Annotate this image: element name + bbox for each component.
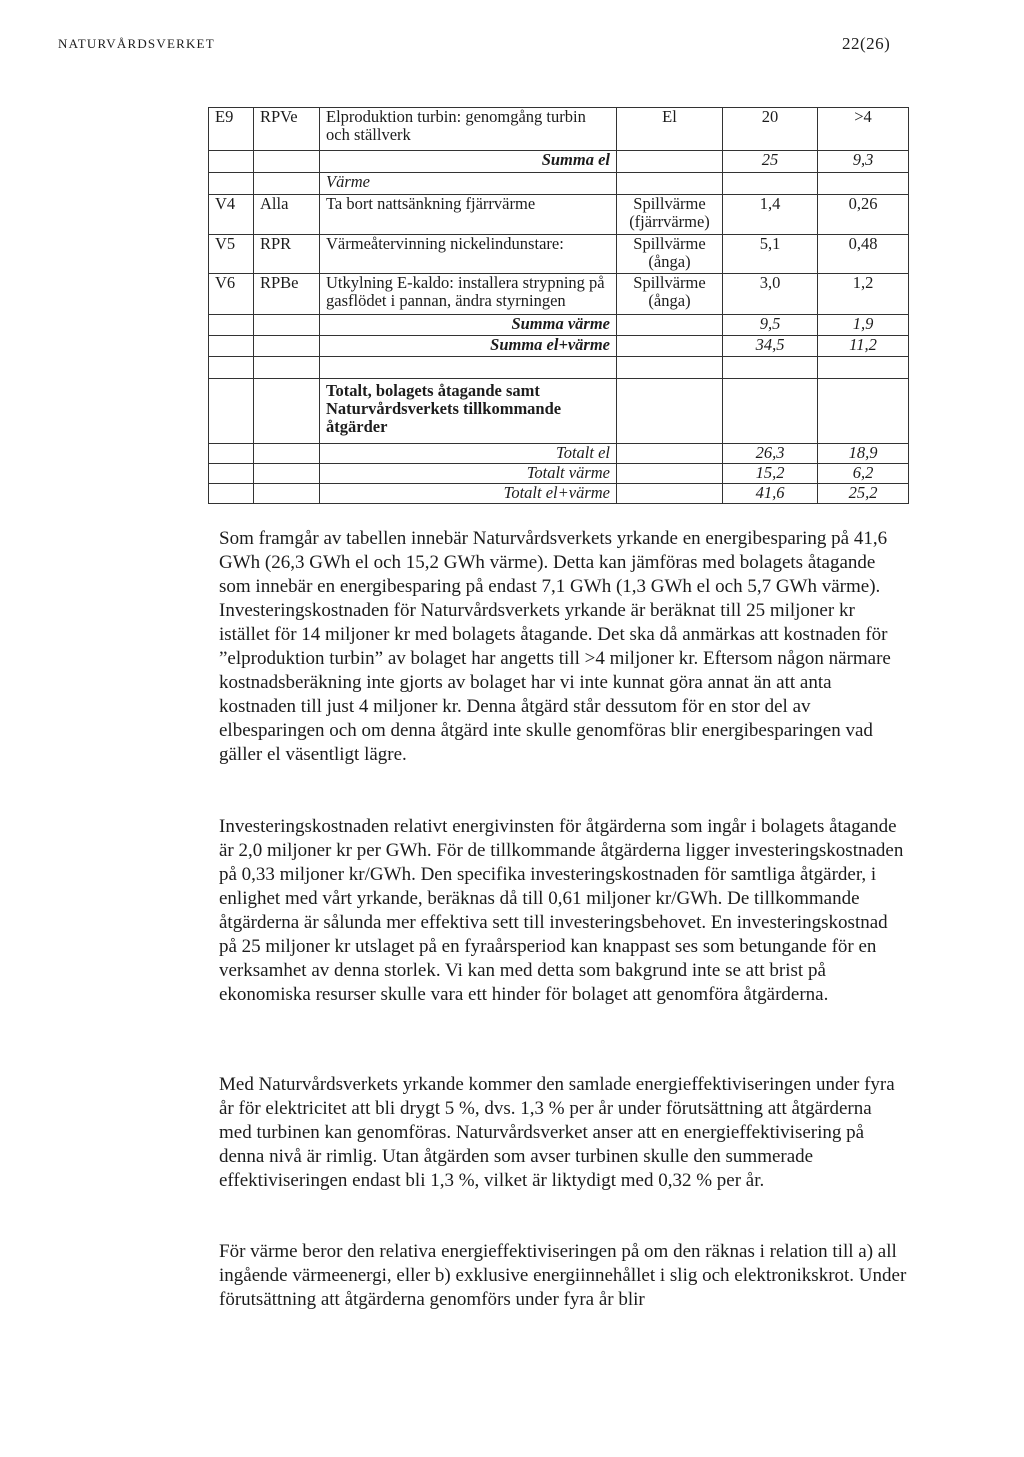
unit-code: Alla bbox=[254, 195, 320, 235]
table-row bbox=[209, 379, 909, 444]
paragraph: Som framgår av tabellen innebär Naturvårdsverkets yrkande en energibesparing på 41,6 GWh (26,3 GWh el och 15,2 GWh värme). Detta kan jämföras med bolagets åtagande som innebär en energibesparing på endast 7,1 GWh (1,3 GWh el och 5,7 GWh värme). Investeringskostnaden för Naturvårdsverkets yrkande är beräknat till 25 miljoner kr istället för 14 miljoner kr med bolagets åtagande. Det ska då anmärkas att kostnaden för ”elproduktion turbin” av bolaget har angetts till >4 miljoner kr. Eftersom någon närmare kostnadsberäkning inte gjorts av bolaget har vi inte kunnat göra annat än att anta kostnaden till just 4 miljoner kr. Denna åtgärd står dessutom för en stor del av elbesparingen och om denna åtgärd inte skulle genomföras blir energibesparingen vad gäller el väsentligt lägre. bbox=[219, 528, 891, 765]
measure-description: Värmeåtervinning nickelindunstare: bbox=[320, 235, 617, 274]
measure-code: V6 bbox=[209, 274, 254, 315]
section-heading: Värme bbox=[320, 173, 617, 195]
table-row bbox=[209, 108, 909, 151]
energy-saving-value: 20 bbox=[723, 108, 818, 151]
table-row bbox=[209, 444, 909, 464]
unit-code: RPVe bbox=[254, 108, 320, 151]
energy-saving-value: 3,0 bbox=[723, 274, 818, 315]
cost-value: >4 bbox=[818, 108, 909, 151]
total-cost: 25,2 bbox=[818, 484, 909, 504]
page-number: 22(26) bbox=[842, 34, 891, 53]
table-row bbox=[209, 464, 909, 484]
measure-code: V4 bbox=[209, 195, 254, 235]
subtotal-label: Summa el bbox=[320, 151, 617, 173]
table-row bbox=[209, 235, 909, 274]
total-energy: 41,6 bbox=[723, 484, 818, 504]
unit-code: RPBe bbox=[254, 274, 320, 315]
energy-saving-value: 5,1 bbox=[723, 235, 818, 274]
energy-type: Spillvärme (ånga) bbox=[617, 274, 723, 315]
cost-value: 0,48 bbox=[818, 235, 909, 274]
total-section-heading: Totalt, bolagets åtagande samt Naturvårdsverkets tillkommande åtgärder bbox=[320, 379, 617, 444]
measure-code: V5 bbox=[209, 235, 254, 274]
energy-type: Spillvärme (fjärrvärme) bbox=[617, 195, 723, 235]
table-row bbox=[209, 315, 909, 336]
energy-type: Spillvärme (ånga) bbox=[617, 235, 723, 274]
header-organization: NATURVÅRDSVERKET bbox=[58, 36, 215, 51]
table-row bbox=[209, 274, 909, 315]
energy-type: El bbox=[617, 108, 723, 151]
table-row bbox=[209, 173, 909, 195]
paragraph: Med Naturvårdsverkets yrkande kommer den samlade energieffektiviseringen under fyra år för elektricitet att bli drygt 5 %, dvs. 1,3 % per år under förutsättning att åtgärderna med turbinen kan genomföras. Naturvårdsverket anser att en energieffektivisering på denna nivå är rimlig. Utan åtgärden som avser turbinen skulle den summerade effektiviseringen endast bli 1,3 %, vilket är liktydigt med 0,32 % per år. bbox=[219, 1074, 895, 1191]
total-cost: 6,2 bbox=[818, 464, 909, 484]
table-row bbox=[209, 336, 909, 357]
total-label: Totalt el+värme bbox=[320, 484, 617, 504]
table-row bbox=[209, 484, 909, 504]
measure-description: Elproduktion turbin: genomgång turbin och ställverk bbox=[320, 108, 617, 151]
subtotal-cost: 11,2 bbox=[818, 336, 909, 357]
unit-code: RPR bbox=[254, 235, 320, 274]
subtotal-label: Summa el+värme bbox=[320, 336, 617, 357]
measure-description: Utkylning E-kaldo: installera strypning på gasflödet i pannan, ändra styrningen bbox=[320, 274, 617, 315]
total-label: Totalt värme bbox=[320, 464, 617, 484]
total-cost: 18,9 bbox=[818, 444, 909, 464]
subtotal-energy: 25 bbox=[723, 151, 818, 173]
energy-measures-table bbox=[208, 107, 909, 504]
total-energy: 26,3 bbox=[723, 444, 818, 464]
cost-value: 1,2 bbox=[818, 274, 909, 315]
measure-code: E9 bbox=[209, 108, 254, 151]
subtotal-energy: 9,5 bbox=[723, 315, 818, 336]
table-row bbox=[209, 195, 909, 235]
paragraph: För värme beror den relativa energieffektiviseringen på om den räknas i relation till a) all ingående värmeenergi, eller b) exklusive energiinnehållet i slig och elektronikskrot. Under förutsättning att åtgärderna genomförs under fyra år blir bbox=[219, 1241, 907, 1310]
subtotal-energy: 34,5 bbox=[723, 336, 818, 357]
total-energy: 15,2 bbox=[723, 464, 818, 484]
table-row bbox=[209, 357, 909, 379]
total-label: Totalt el bbox=[320, 444, 617, 464]
measure-description: Ta bort nattsänkning fjärrvärme bbox=[320, 195, 617, 235]
table-row bbox=[209, 151, 909, 173]
energy-saving-value: 1,4 bbox=[723, 195, 818, 235]
cost-value: 0,26 bbox=[818, 195, 909, 235]
subtotal-label: Summa värme bbox=[320, 315, 617, 336]
subtotal-cost: 1,9 bbox=[818, 315, 909, 336]
subtotal-cost: 9,3 bbox=[818, 151, 909, 173]
paragraph: Investeringskostnaden relativt energivinsten för åtgärderna som ingår i bolagets åtagande är 2,0 miljoner kr per GWh. För de tillkommande åtgärderna ligger investeringskostnaden på 0,33 miljoner kr/GWh. Den specifika investeringskostnaden för samtliga åtgärder, i enlighet med vårt yrkande, beräknas då till 0,61 miljoner kr/GWh. De tillkommande åtgärderna är sålunda mer effektiva sett till investeringsbehovet. En investeringskostnad på 25 miljoner kr utslaget på en fyraårsperiod kan knappast ses som betungande för en verksamhet av denna storlek. Vi kan med detta som bakgrund inte se att brist på ekonomiska resurser skulle vara ett hinder för bolaget att genomföra åtgärderna. bbox=[219, 816, 904, 1005]
